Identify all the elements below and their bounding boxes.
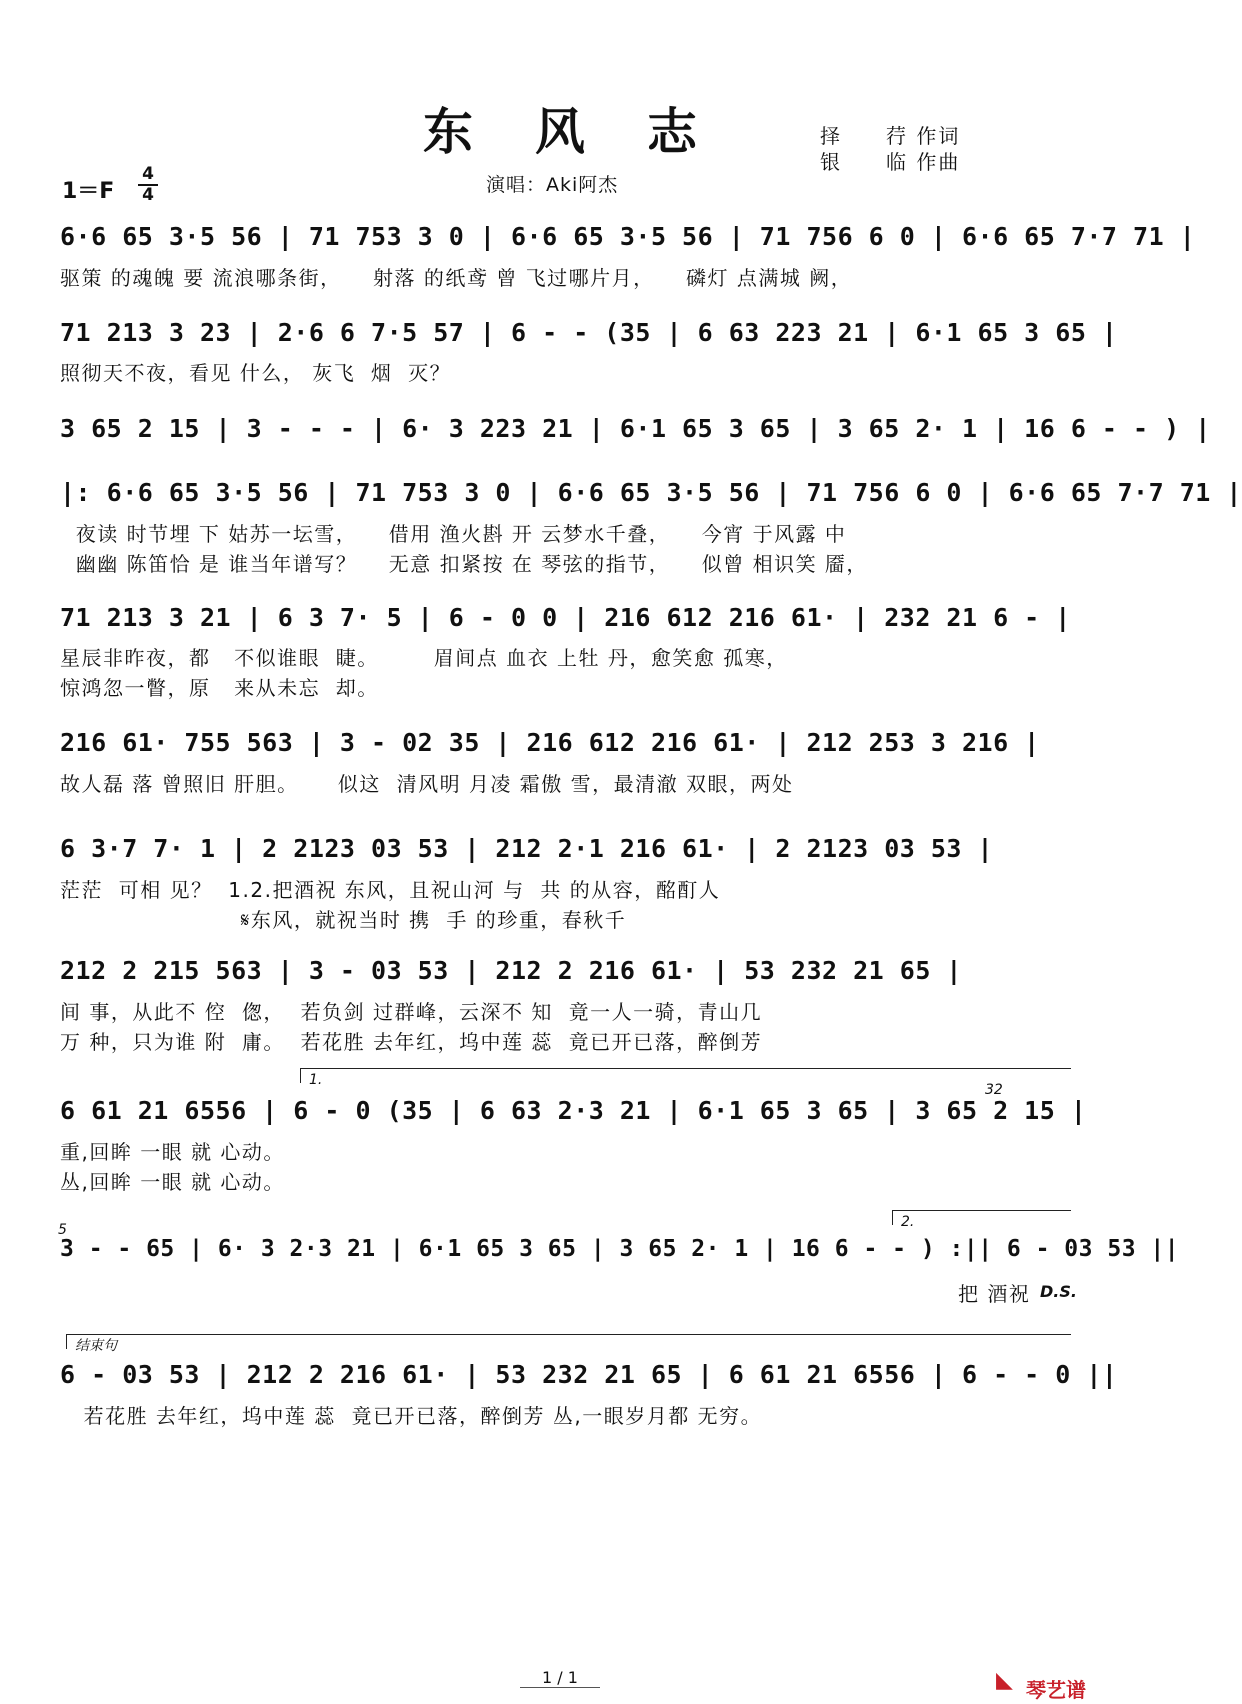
score-system-8: 212 2 215 563 | 3 - 03 53 | 212 2 216 61· | 53 232 21 65 |: [60, 956, 962, 985]
lyrics-system-5-verse-2: 惊鸿忽一瞥，原 来从未忘 却。: [60, 676, 379, 700]
lyrics-system-7-verse-1: 茫茫 可相 见？ 1.2.把酒祝 东风，且祝山河 与 共 的从容，酩酊人: [60, 878, 721, 902]
score-system-1: 6·6 65 3·5 56 | 71 753 3 0 | 6·6 65 3·5 56 | 71 756 6 0 | 6·6 65 7·7 71 |: [60, 222, 1196, 251]
lyrics-system-7-verse-2: 𝄋东风，就祝当时 携 手 的珍重，春秋千: [60, 908, 627, 932]
coda-label: 结束句: [75, 1338, 117, 1354]
lyrics-system-6: 故人磊 落 曾照旧 肝胆。 似这 清风明 月凌 霜傲 雪，最清澈 双眼，两处: [60, 772, 794, 796]
score-system-10: 3 - - 65 | 6· 3 2·3 21 | 6·1 65 3 65 | 3 65 2· 1 | 16 6 - - ) :|| 6 - 03 53 ||: [60, 1236, 1180, 1262]
score-system-7: 6 3·7 7· 1 | 2 2123 03 53 | 212 2·1 216 61· | 2 2123 03 53 |: [60, 834, 994, 863]
lyricist-credit: 择 荇 作词: [820, 124, 961, 148]
lyrics-system-8-verse-2: 万 种，只为谁 附 庸。 若花胜 去年红，坞中莲 蕊 竟已开已落，醉倒芳: [60, 1030, 763, 1054]
score-system-5: 71 213 3 21 | 6 3 7· 5 | 6 - 0 0 | 216 612 216 61· | 232 21 6 - |: [60, 603, 1071, 632]
song-title: 东风志: [423, 102, 759, 161]
score-system-4: |: 6·6 65 3·5 56 | 71 753 3 0 | 6·6 65 3·5 56 | 71 756 6 0 | 6·6 65 7·7 71 |: [60, 478, 1242, 507]
key-signature: 1＝F: [62, 179, 115, 204]
lyrics-system-1: 驱策 的魂魄 要 流浪哪条街， 射落 的纸鸢 曾 飞过哪片月， 磷灯 点满城 阙，: [60, 266, 853, 290]
singer-credit: 演唱：Aki阿杰: [486, 174, 619, 196]
brand-name: 琴艺谱: [1026, 1678, 1086, 1702]
volta-1-label: 1.: [309, 1072, 323, 1088]
volta-1-bracket: [300, 1068, 1071, 1088]
coda-bracket: [66, 1334, 1071, 1354]
score-system-2: 71 213 3 23 | 2·6 6 7·5 57 | 6 - - (35 | 6 63 223 21 | 6·1 65 3 65 |: [60, 318, 1118, 347]
lyrics-system-9-verse-1: 重,回眸 一眼 就 心动。: [60, 1140, 285, 1164]
grace-note-32: 32: [985, 1082, 1003, 1098]
time-signature-top: 4: [142, 164, 154, 184]
grace-note-5: 5: [58, 1222, 67, 1238]
time-signature-bottom: 4: [142, 185, 154, 205]
lyrics-system-4-verse-2: 幽幽 陈笛恰 是 谁当年谱写？ 无意 扣紧按 在 琴弦的指节， 似曾 相识笑 靥，: [60, 552, 868, 576]
lyrics-system-4-verse-1: 夜读 时节埋 下 姑苏一坛雪， 借用 渔火斟 开 云梦水千叠， 今宵 于风露 中: [60, 522, 847, 546]
lyrics-system-2: 照彻天不夜，看见 什么， 灰飞 烟 灭？: [60, 361, 452, 385]
lyrics-system-11: 若花胜 去年红，坞中莲 蕊 竟已开已落，醉倒芳 丛,一眼岁月都 无穷。: [60, 1404, 763, 1428]
score-system-6: 216 61· 755 563 | 3 - 02 35 | 216 612 216 61· | 212 253 3 216 |: [60, 728, 1040, 757]
composer-credit: 银 临 作曲: [820, 150, 961, 174]
score-system-9: 6 61 21 6556 | 6 - 0 (35 | 6 63 2·3 21 | 6·1 65 3 65 | 3 65 2 15 |: [60, 1096, 1087, 1125]
lyrics-system-8-verse-1: 间 事，从此不 倥 偬， 若负剑 过群峰，云深不 知 竟一人一骑，青山几: [60, 1000, 763, 1024]
volta-2-bracket: [892, 1210, 1071, 1230]
page-number-text: 1 / 1: [520, 1668, 600, 1688]
score-system-11: 6 - 03 53 | 212 2 216 61· | 53 232 21 65 | 6 61 21 6556 | 6 - - 0 ||: [60, 1360, 1118, 1389]
score-system-3: 3 65 2 15 | 3 - - - | 6· 3 223 21 | 6·1 65 3 65 | 3 65 2· 1 | 16 6 - - ) |: [60, 414, 1211, 443]
page-number: [0, 1668, 1120, 1687]
lyrics-system-10: 把 酒祝: [958, 1282, 1031, 1306]
lyrics-system-5-verse-1: 星辰非昨夜，都 不似谁眼 睫。 眉间点 血衣 上牡 丹，愈笑愈 孤寒，: [60, 646, 788, 670]
time-signature: [138, 166, 158, 204]
brand-logo-icon: ◣: [996, 1668, 1013, 1693]
dal-segno-mark: D.S.: [1040, 1282, 1077, 1301]
lyrics-system-9-verse-2: 丛,回眸 一眼 就 心动。: [60, 1170, 285, 1194]
volta-2-label: 2.: [901, 1214, 915, 1230]
